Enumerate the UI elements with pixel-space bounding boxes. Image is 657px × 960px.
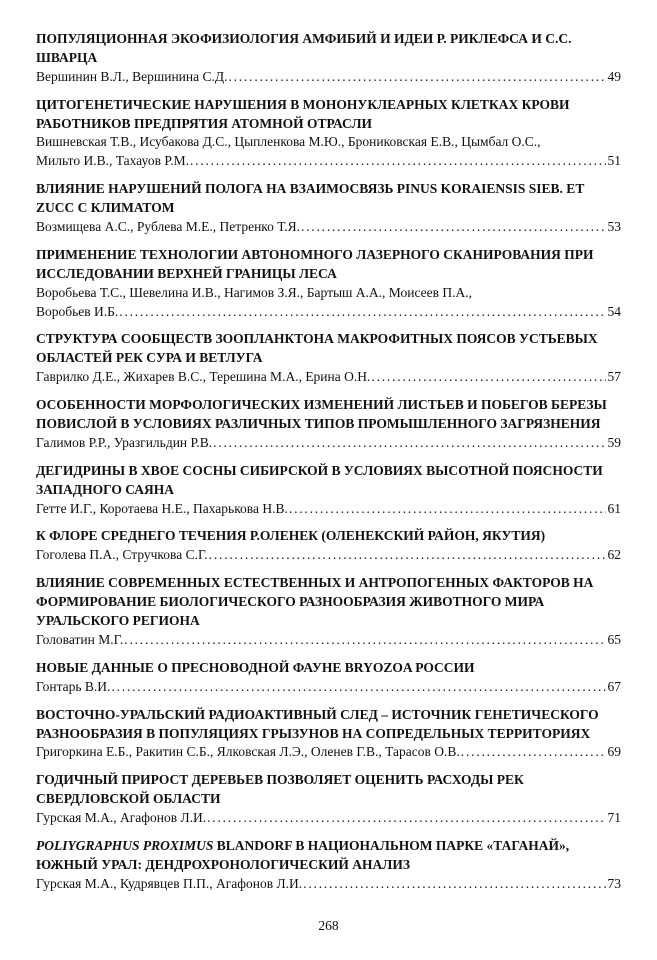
toc-entry-authors-row [36, 218, 621, 237]
toc-entry-title [36, 330, 621, 368]
leader-dots [461, 743, 606, 762]
toc-entry-authors: Григоркина Е.Б., Ракитин С.Б., Ялковская Л.Э., Оленев Г.В., Тарасов О.В. [36, 744, 460, 760]
toc-entry [36, 396, 621, 453]
leader-dots [207, 809, 605, 828]
toc-entry-title-text: ЦИТОГЕНЕТИЧЕСКИЕ НАРУШЕНИЯ В МОНОНУКЛЕАРНЫХ КЛЕТКАХ КРОВИ РАБОТНИКОВ ПРЕДПРЯТИЯ АТОМНОЙ ОТРАСЛИ [36, 96, 570, 131]
toc-entry [36, 771, 621, 828]
toc-entry-authors-row [36, 303, 621, 322]
toc-entry-page-number: 67 [607, 678, 621, 694]
toc-entry-title [36, 771, 621, 809]
toc-entry-title [36, 462, 621, 500]
page-number-footer: 268 [318, 918, 339, 933]
toc-entry-authors-row [36, 133, 621, 152]
leader-dots [124, 631, 605, 650]
toc-entry-authors: Гурская М.А., Кудрявцев П.П., Агафонов Л.И. [36, 875, 303, 891]
toc-entry [36, 246, 621, 322]
leader-dots [209, 546, 606, 565]
toc-entry-authors-row [36, 875, 621, 894]
toc-entry-authors-row [36, 546, 621, 565]
leader-dots [371, 368, 605, 387]
toc-entry [36, 330, 621, 387]
toc-entry-authors-row [36, 631, 621, 650]
toc-entry-title-text: ВЛИЯНИЕ СОВРЕМЕННЫХ ЕСТЕСТВЕННЫХ И АНТРОПОГЕННЫХ ФАКТОРОВ НА ФОРМИРОВАНИЕ БИОЛОГИЧЕСКОГО РАЗНООБРАЗИЯ ЖИВОТНОГО МИРА УРАЛЬСКОГО РЕГИОНА [36, 575, 594, 629]
toc-entry-title-text: НОВЫЕ ДАННЫЕ О ПРЕСНОВОДНОЙ ФАУНЕ BRYOZOA РОССИИ [36, 659, 475, 675]
toc-entry-title-text: ВЛИЯНИЕ НАРУШЕНИЙ ПОЛОГА НА ВЗАИМОСВЯЗЬ PINUS KORAIENSIS SIEB. ET ZUCC С КЛИМАТОМ [36, 181, 585, 216]
toc-entry-authors: Воробьева Т.С., Шевелина И.В., Нагимов З.Я., Бартыш А.А., Моисеев П.А., [36, 284, 472, 300]
toc-entry-authors: Гаврилко Д.Е., Жихарев В.С., Терешина М.А., Ерина О.Н. [36, 369, 371, 385]
toc-entry-title-text: К ФЛОРЕ СРЕДНЕГО ТЕЧЕНИЯ Р.ОЛЕНЕК (ОЛЕНЕКСКИЙ РАЙОН, ЯКУТИЯ) [36, 528, 546, 544]
toc-entry [36, 837, 621, 894]
toc-entry [36, 462, 621, 519]
toc-entry-page-number: 51 [607, 153, 621, 169]
toc-entry-title-text: ГОДИЧНЫЙ ПРИРОСТ ДЕРЕВЬЕВ ПОЗВОЛЯЕТ ОЦЕНИТЬ РАСХОДЫ РЕК СВЕРДЛОВСКОЙ ОБЛАСТИ [36, 772, 524, 807]
toc-entry-authors-row [36, 678, 621, 697]
toc-entry-title-text: BLANDORF В НАЦИОНАЛЬНОМ ПАРКЕ «ТАГАНАЙ», ЮЖНЫЙ УРАЛ: ДЕНДРОХРОНОЛОГИЧЕСКИЙ АНАЛИЗ [36, 837, 570, 872]
leader-dots [119, 303, 605, 322]
toc-entry-title-text: ОСОБЕННОСТИ МОРФОЛОГИЧЕСКИХ ИЗМЕНЕНИЙ ЛИСТЬЕВ И ПОБЕГОВ БЕРЕЗЫ ПОВИСЛОЙ В УСЛОВИЯХ РАЗЛИЧНЫХ ТИПОВ ПРОМЫШЛЕННОГО ЗАГРЯЗНЕНИЯ [36, 397, 607, 432]
toc-entry-authors: Гурская М.А., Агафонов Л.И. [36, 810, 207, 826]
toc-entry-title-text: ПРИМЕНЕНИЕ ТЕХНОЛОГИИ АВТОНОМНОГО ЛАЗЕРНОГО СКАНИРОВАНИЯ ПРИ ИССЛЕДОВАНИИ ВЕРХНЕЙ ГРАНИЦЫ ЛЕСА [36, 246, 594, 281]
toc-list [36, 30, 621, 894]
toc-entry-title-text: ДЕГИДРИНЫ В ХВОЕ СОСНЫ СИБИРСКОЙ В УСЛОВИЯХ ВЫСОТНОЙ ПОЯСНОСТИ ЗАПАДНОГО САЯНА [36, 462, 603, 497]
toc-entry-title [36, 659, 621, 678]
leader-dots [111, 678, 605, 697]
toc-entry [36, 180, 621, 237]
toc-entry-title [36, 574, 621, 631]
toc-entry-title-text: ПОПУЛЯЦИОННАЯ ЭКОФИЗИОЛОГИЯ АМФИБИЙ И ИДЕИ Р. РИКЛЕФСА И С.С. ШВАРЦА [36, 31, 572, 65]
toc-entry [36, 527, 621, 565]
toc-entry-authors: Галимов Р.Р., Уразгильдин Р.В. [36, 434, 213, 450]
toc-entry-page-number: 62 [607, 547, 621, 563]
toc-entry-page-number: 49 [607, 68, 621, 84]
toc-entry-title [36, 837, 621, 875]
toc-entry-authors-row [36, 284, 621, 303]
toc-entry-page-number: 57 [607, 369, 621, 385]
toc-entry-page-number: 59 [607, 434, 621, 450]
leader-dots [213, 434, 605, 453]
leader-dots [190, 152, 606, 171]
toc-entry-authors-row [36, 743, 621, 762]
toc-entry-authors: Гоголева П.А., Стручкова С.Г. [36, 547, 208, 563]
toc-entry-authors: Головатин М.Г. [36, 631, 124, 647]
toc-entry-authors: Вишневская Т.В., Исубакова Д.С., Цыпленкова М.Ю., Брониковская Е.В., Цымбал О.С., [36, 134, 541, 150]
toc-entry-title [36, 30, 621, 68]
toc-entry-authors: Гонтарь В.И. [36, 678, 111, 694]
toc-entry-page-number: 53 [607, 219, 621, 235]
toc-entry-authors: Вершинин В.Л., Вершинина С.Д. [36, 68, 228, 84]
toc-entry-authors: Воробьев И.Б. [36, 303, 119, 319]
toc-entry-page-number: 61 [607, 500, 621, 516]
toc-entry-authors-row [36, 368, 621, 387]
toc-entry [36, 706, 621, 763]
toc-entry-authors: Возмищева А.С., Рублева М.Е., Петренко Т.Я. [36, 219, 300, 235]
toc-entry-title [36, 706, 621, 744]
toc-entry-title [36, 527, 621, 546]
toc-entry-title [36, 396, 621, 434]
toc-entry-title [36, 246, 621, 284]
toc-entry-title-text: СТРУКТУРА СООБЩЕСТВ ЗООПЛАНКТОНА МАКРОФИТНЫХ ПОЯСОВ УСТЬЕВЫХ ОБЛАСТЕЙ РЕК СУРА И ВЕТЛУГА [36, 331, 598, 366]
toc-entry [36, 659, 621, 697]
leader-dots [303, 875, 605, 894]
toc-entry-title [36, 96, 621, 134]
toc-entry [36, 574, 621, 650]
toc-entry-page-number: 73 [607, 875, 621, 891]
toc-entry-page-number: 69 [607, 744, 621, 760]
toc-entry-page-number: 65 [607, 631, 621, 647]
toc-entry-authors-row [36, 500, 621, 519]
toc-entry-page-number: 71 [607, 810, 621, 826]
toc-entry-authors-row [36, 68, 621, 87]
toc-entry-authors: Гетте И.Г., Коротаева Н.Е., Пахарькова Н.В. [36, 500, 288, 516]
toc-entry-authors-row [36, 809, 621, 828]
toc-entry-page-number: 54 [607, 303, 621, 319]
toc-entry [36, 30, 621, 87]
toc-entry-title-text: ВОСТОЧНО-УРАЛЬСКИЙ РАДИОАКТИВНЫЙ СЛЕД – ИСТОЧНИК ГЕНЕТИЧЕСКОГО РАЗНООБРАЗИЯ В ПОПУЛЯЦИЯХ ГРЫЗУНОВ НА СОПРЕДЕЛЬНЫХ ТЕРРИТОРИЯХ [36, 706, 599, 741]
leader-dots [301, 218, 606, 237]
leader-dots [289, 500, 606, 519]
leader-dots [228, 68, 605, 87]
toc-entry-authors: Мильто И.В., Тахауов Р.М. [36, 153, 189, 169]
toc-entry-authors-row [36, 434, 621, 453]
toc-entry-title-italic: POLIYGRAPHUS PROXIMUS [36, 837, 214, 853]
toc-entry-authors-row [36, 152, 621, 171]
toc-entry-title [36, 180, 621, 218]
toc-entry [36, 96, 621, 172]
